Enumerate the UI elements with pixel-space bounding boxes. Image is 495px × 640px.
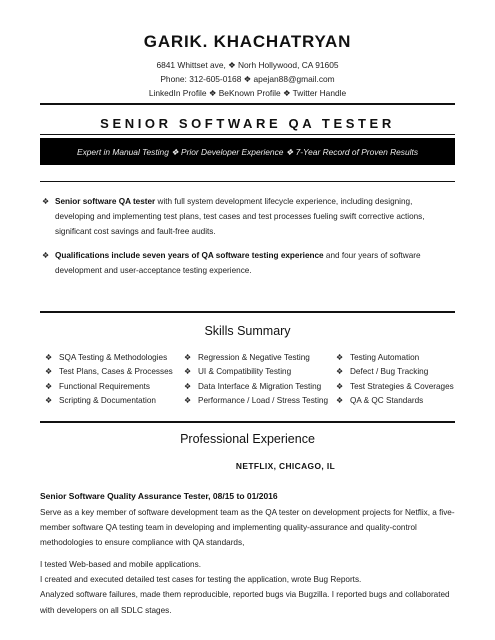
- summary-highlight: Qualifications include seven years of QA software testing experience: [55, 251, 324, 260]
- summary-highlight: Senior software QA tester: [55, 197, 156, 206]
- skill-label: SQA Testing & Methodologies: [59, 353, 168, 362]
- tagline-banner: [40, 138, 455, 165]
- diamond-bullet-icon: ❖: [45, 395, 53, 405]
- skill-item: [45, 380, 173, 394]
- skill-label: Testing Automation: [350, 353, 420, 362]
- summary-text: developing and implementing test plans, test cases and test processes fueling swift corrective actions,: [55, 212, 425, 222]
- skill-item: [336, 351, 454, 365]
- diamond-bullet-icon: ❖: [184, 395, 192, 405]
- diamond-bullet-icon: ❖: [45, 381, 53, 391]
- experience-paragraph: [40, 557, 455, 618]
- employer-name: NETFLIX, CHICAGO, IL: [235, 461, 336, 471]
- summary-text: development and user-acceptance testing experience.: [55, 266, 252, 276]
- skills-heading: Skills Summary: [204, 324, 291, 338]
- skill-item: [45, 365, 173, 379]
- skill-item: [336, 380, 454, 394]
- skills-divider: [40, 311, 455, 313]
- tagline-text: Expert in Manual Testing ❖ Prior Developer Experience ❖ 7-Year Record of Proven Results: [76, 146, 419, 157]
- skill-label: Functional Requirements: [59, 381, 151, 391]
- paragraph-line: methodologies to ensure compliance with QA standards,: [40, 538, 245, 548]
- contact-address: 6841 Whittset ave, ❖ Norh Hollywood, CA 91605: [156, 60, 339, 70]
- skill-item: [45, 394, 173, 408]
- paragraph-line: Analyzed software failures, made them reproducible, reported bugs via Bugzilla. I reported bugs and collaborated: [40, 590, 450, 600]
- paragraph-line: with developers on all SDLC stages.: [40, 605, 172, 615]
- skill-label: Test Strategies & Coverages: [350, 381, 454, 391]
- diamond-bullet-icon: ❖: [184, 353, 192, 362]
- diamond-bullet-icon: ❖: [336, 395, 344, 405]
- diamond-bullet-icon: ❖: [184, 367, 192, 377]
- contact-profiles: LinkedIn Profile ❖ BeKnown Profile ❖ Twitter Handle: [148, 88, 347, 98]
- skills-column: [184, 351, 328, 408]
- summary-top-divider: [40, 181, 455, 182]
- header-divider: [40, 103, 455, 105]
- skills-column: [336, 351, 454, 408]
- paragraph-line: I tested Web-based and mobile applications.: [40, 560, 201, 569]
- skill-label: Defect / Bug Tracking: [350, 367, 429, 377]
- diamond-bullet-icon: ❖: [184, 381, 192, 391]
- diamond-bullet-icon: ❖: [336, 381, 344, 391]
- diamond-bullet-icon: ❖: [45, 353, 53, 362]
- skill-label: Data Interface & Migration Testing: [198, 381, 322, 391]
- experience-heading: Professional Experience: [180, 432, 315, 446]
- experience-paragraph: [40, 505, 455, 551]
- skills-column: [45, 351, 173, 408]
- diamond-bullet-icon: ❖: [45, 367, 53, 377]
- contact-phone-email: Phone: 312-605-0168 ❖ apejan88@gmail.com: [160, 74, 335, 84]
- skill-item: [336, 365, 454, 379]
- title-divider: [40, 134, 455, 135]
- summary-text: with full system development lifecycle experience, including designing,: [155, 197, 413, 206]
- paragraph-line: Serve as a key member of software development team as the QA tester on development projects for Netflix, a five-: [40, 508, 455, 517]
- skill-label: Scripting & Documentation: [59, 395, 156, 405]
- skill-label: QA & QC Standards: [350, 395, 424, 405]
- summary-item: [42, 248, 437, 278]
- paragraph-line: member software QA testing team in developing and implementing quality-assurance and quality-control: [40, 523, 417, 533]
- summary-item: [42, 194, 437, 240]
- diamond-bullet-icon: ❖: [336, 367, 344, 377]
- skill-item: [184, 351, 328, 365]
- skill-label: Regression & Negative Testing: [198, 353, 310, 362]
- skill-label: UI & Compatibility Testing: [198, 367, 292, 377]
- diamond-bullet-icon: ❖: [42, 251, 50, 260]
- job-title: SENIOR SOFTWARE QA TESTER: [100, 116, 395, 131]
- paragraph-line: I created and executed detailed test cases for testing the application, wrote Bug Reports.: [40, 575, 362, 585]
- summary-text: and four years of software: [323, 251, 421, 260]
- experience-divider: [40, 421, 455, 423]
- diamond-bullet-icon: ❖: [42, 197, 50, 206]
- skill-label: Performance / Load / Stress Testing: [198, 395, 329, 405]
- skill-label: Test Plans, Cases & Processes: [59, 367, 173, 377]
- skill-item: [184, 365, 328, 379]
- diamond-bullet-icon: ❖: [336, 353, 344, 362]
- position-title: Senior Software Quality Assurance Tester, 08/15 to 01/2016: [40, 491, 278, 501]
- skill-item: [45, 351, 173, 365]
- skill-item: [184, 394, 328, 408]
- skill-item: [336, 394, 454, 408]
- summary-text: significant cost savings and fault-free audits.: [55, 227, 216, 237]
- skill-item: [184, 380, 328, 394]
- candidate-name: GARIK. KHACHATRYAN: [143, 32, 352, 51]
